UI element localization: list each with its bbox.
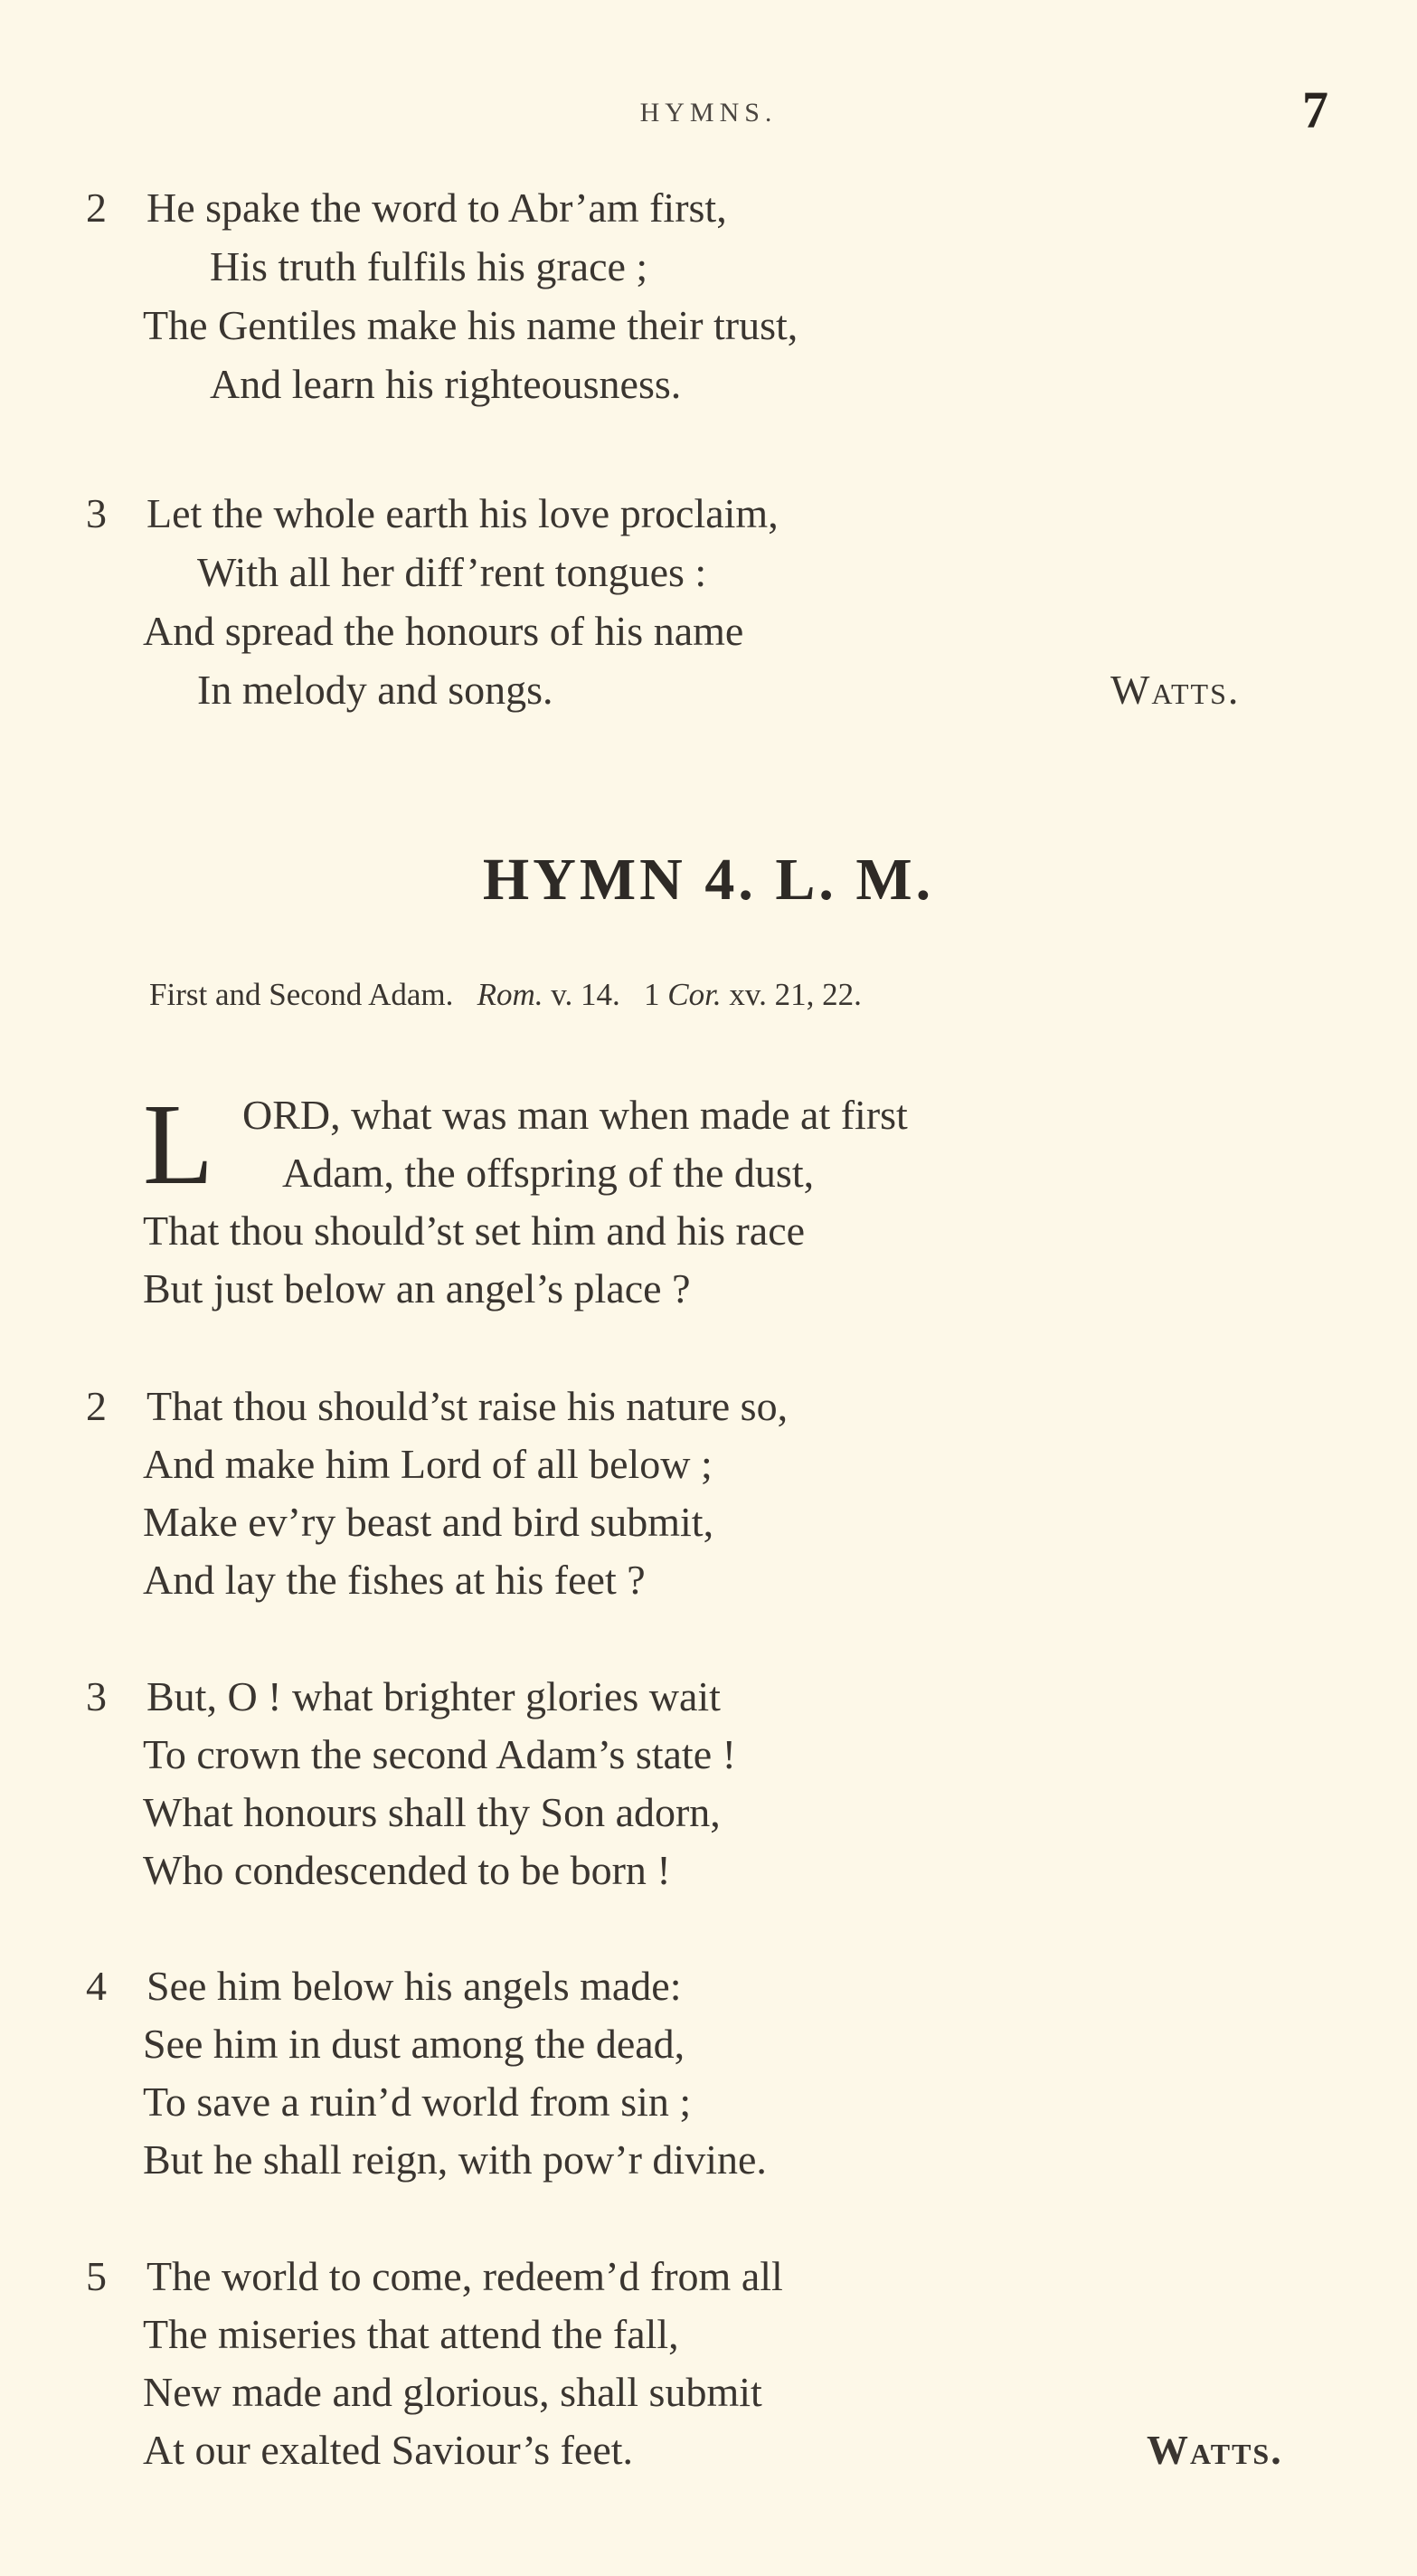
- author-attribution: Watts.: [1147, 2427, 1283, 2473]
- page-number: 7: [1302, 80, 1328, 139]
- verse-line: That thou should’st raise his nature so,: [146, 1383, 789, 1429]
- author-attribution: Watts.: [1110, 667, 1241, 713]
- verse-line: To save a ruin’d world from sin ;: [143, 2079, 692, 2125]
- verse-line: See him in dust among the dead,: [143, 2021, 685, 2067]
- hymn-theme: First and Second Adam.: [149, 977, 454, 1012]
- verse-line: But, O ! what brighter glories wait: [146, 1673, 721, 1719]
- verse-number: 2: [86, 185, 107, 231]
- scripture-book: Cor.: [667, 977, 722, 1012]
- verse-line: He spake the word to Abr’am first,: [146, 185, 727, 231]
- verse-line: In melody and songs.: [197, 667, 553, 713]
- verse-line: And lay the fishes at his feet ?: [143, 1557, 646, 1603]
- scripture-book: Rom.: [477, 977, 543, 1012]
- verse-line: With all her diff’rent tongues :: [197, 549, 707, 595]
- verse-line: That thou should’st set him and his race: [143, 1208, 806, 1254]
- verse-line: What honours shall thy Son adorn,: [143, 1789, 721, 1835]
- verse-number: 3: [86, 1673, 107, 1719]
- verse-line: And make him Lord of all below ;: [143, 1441, 713, 1487]
- drop-cap: L: [143, 1080, 214, 1208]
- verse-line: And spread the honours of his name: [143, 608, 744, 654]
- verse-line: Make ev’ry beast and bird submit,: [143, 1499, 714, 1545]
- verse-line: And learn his righteousness.: [210, 361, 682, 407]
- verse-line: His truth fulfils his grace ;: [210, 243, 648, 289]
- verse-line: Who condescended to be born !: [143, 1847, 671, 1893]
- verse-line: But he shall reign, with pow’r divine.: [143, 2136, 767, 2183]
- hymn-title: HYMN 4. L. M.: [482, 847, 935, 913]
- running-title: HYMNS.: [639, 98, 778, 128]
- verse-line: To crown the second Adam’s state !: [143, 1731, 736, 1777]
- verse-number: 4: [86, 1963, 107, 2009]
- verse-line: See him below his angels made:: [146, 1963, 682, 2009]
- verse-line: The world to come, redeem’d from all: [146, 2253, 783, 2299]
- verse-line: But just below an angel’s place ?: [143, 1265, 691, 1312]
- hymn-subtitle: [149, 977, 862, 1013]
- scripture-prefix: 1: [644, 977, 660, 1012]
- verse-number: 5: [86, 2253, 107, 2299]
- verse-line: ORD, what was man when made at first: [242, 1092, 908, 1138]
- verse-line: New made and glorious, shall submit: [143, 2369, 762, 2415]
- scripture-ref: xv. 21, 22.: [729, 977, 862, 1012]
- verse-number: 3: [86, 490, 107, 536]
- scripture-ref: v. 14.: [551, 977, 620, 1012]
- verse-line: The Gentiles make his name their trust,: [143, 302, 798, 348]
- verse-number: 2: [86, 1383, 107, 1429]
- verse-line: Adam, the offspring of the dust,: [282, 1150, 815, 1196]
- verse-line: The miseries that attend the fall,: [143, 2311, 679, 2357]
- verse-line: Let the whole earth his love proclaim,: [146, 490, 779, 536]
- verse-line: At our exalted Saviour’s feet.: [143, 2427, 634, 2473]
